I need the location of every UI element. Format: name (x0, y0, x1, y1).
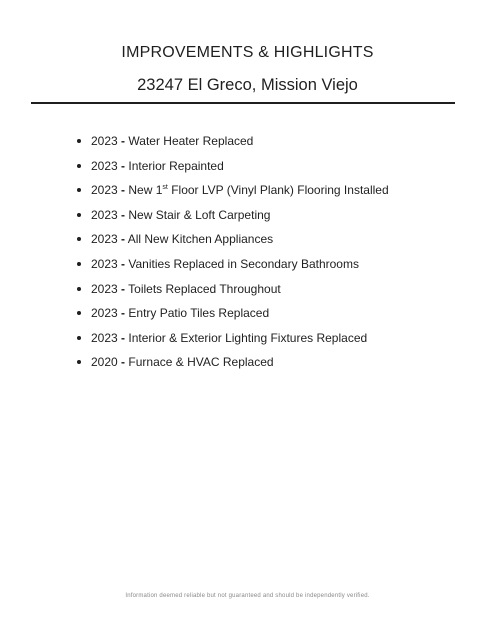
item-year: 2023 (91, 183, 118, 198)
item-year: 2023 (91, 281, 118, 296)
item-text (91, 205, 270, 225)
item-text (91, 328, 367, 348)
item-text (91, 229, 273, 249)
item-description: Vanities Replaced in Secondary Bathrooms (128, 256, 359, 271)
item-year: 2023 (91, 134, 118, 148)
item-description: All New Kitchen Appliances (127, 232, 274, 247)
item-description: Interior Repainted (128, 158, 224, 173)
property-address: 23247 El Greco, Mission Viejo (137, 76, 358, 94)
item-text (91, 180, 389, 200)
item-year: 2023 (91, 330, 118, 345)
bullet-icon (77, 213, 81, 217)
item-year: 2023 (91, 306, 118, 321)
item-description: Entry Patio Tiles Replaced (128, 306, 270, 321)
disclaimer-footer: Information deemed reliable but not guaranteed and should be independently verified. (125, 593, 370, 599)
item-description-end: Floor LVP (Vinyl Plank) Flooring Installed (167, 183, 389, 198)
item-description: Toilets Replaced Throughout (128, 281, 281, 296)
bullet-icon (77, 360, 81, 364)
bullet-icon (77, 287, 81, 291)
item-text (91, 156, 224, 176)
item-text (91, 303, 269, 323)
header-divider (31, 102, 455, 104)
item-year: 2023 (91, 256, 118, 271)
item-description: Furnace & HVAC Replaced (128, 355, 274, 370)
item-text (91, 254, 359, 274)
item-separator: - (121, 158, 126, 173)
item-text (91, 279, 281, 299)
item-separator: - (121, 355, 126, 370)
item-year: 2020 (91, 355, 118, 370)
item-separator: - (121, 207, 126, 222)
item-separator: - (121, 306, 126, 321)
item-separator: - (121, 183, 126, 198)
item-separator: - (121, 281, 126, 296)
page-title: IMPROVEMENTS & HIGHLIGHTS (121, 44, 374, 61)
item-text (91, 131, 253, 151)
ordinal-superscript: st (162, 184, 168, 192)
item-description: New Stair & Loft Carpeting (128, 207, 271, 222)
item-description-start: New 1 (128, 183, 163, 198)
item-separator: - (121, 256, 126, 271)
bullet-icon (77, 139, 81, 143)
item-text (91, 352, 274, 372)
bullet-icon (77, 164, 81, 168)
bullet-icon (77, 262, 81, 266)
item-year: 2023 (91, 232, 118, 247)
item-separator: - (121, 232, 126, 247)
item-separator: - (121, 134, 126, 148)
item-description: Water Heater Replaced (128, 134, 254, 148)
bullet-icon (77, 336, 81, 340)
bullet-icon (77, 188, 81, 192)
bullet-icon (77, 237, 81, 241)
item-year: 2023 (91, 158, 118, 173)
item-year: 2023 (91, 207, 118, 222)
bullet-icon (77, 311, 81, 315)
item-description: Interior & Exterior Lighting Fixtures Replaced (128, 330, 368, 345)
item-separator: - (121, 330, 126, 345)
